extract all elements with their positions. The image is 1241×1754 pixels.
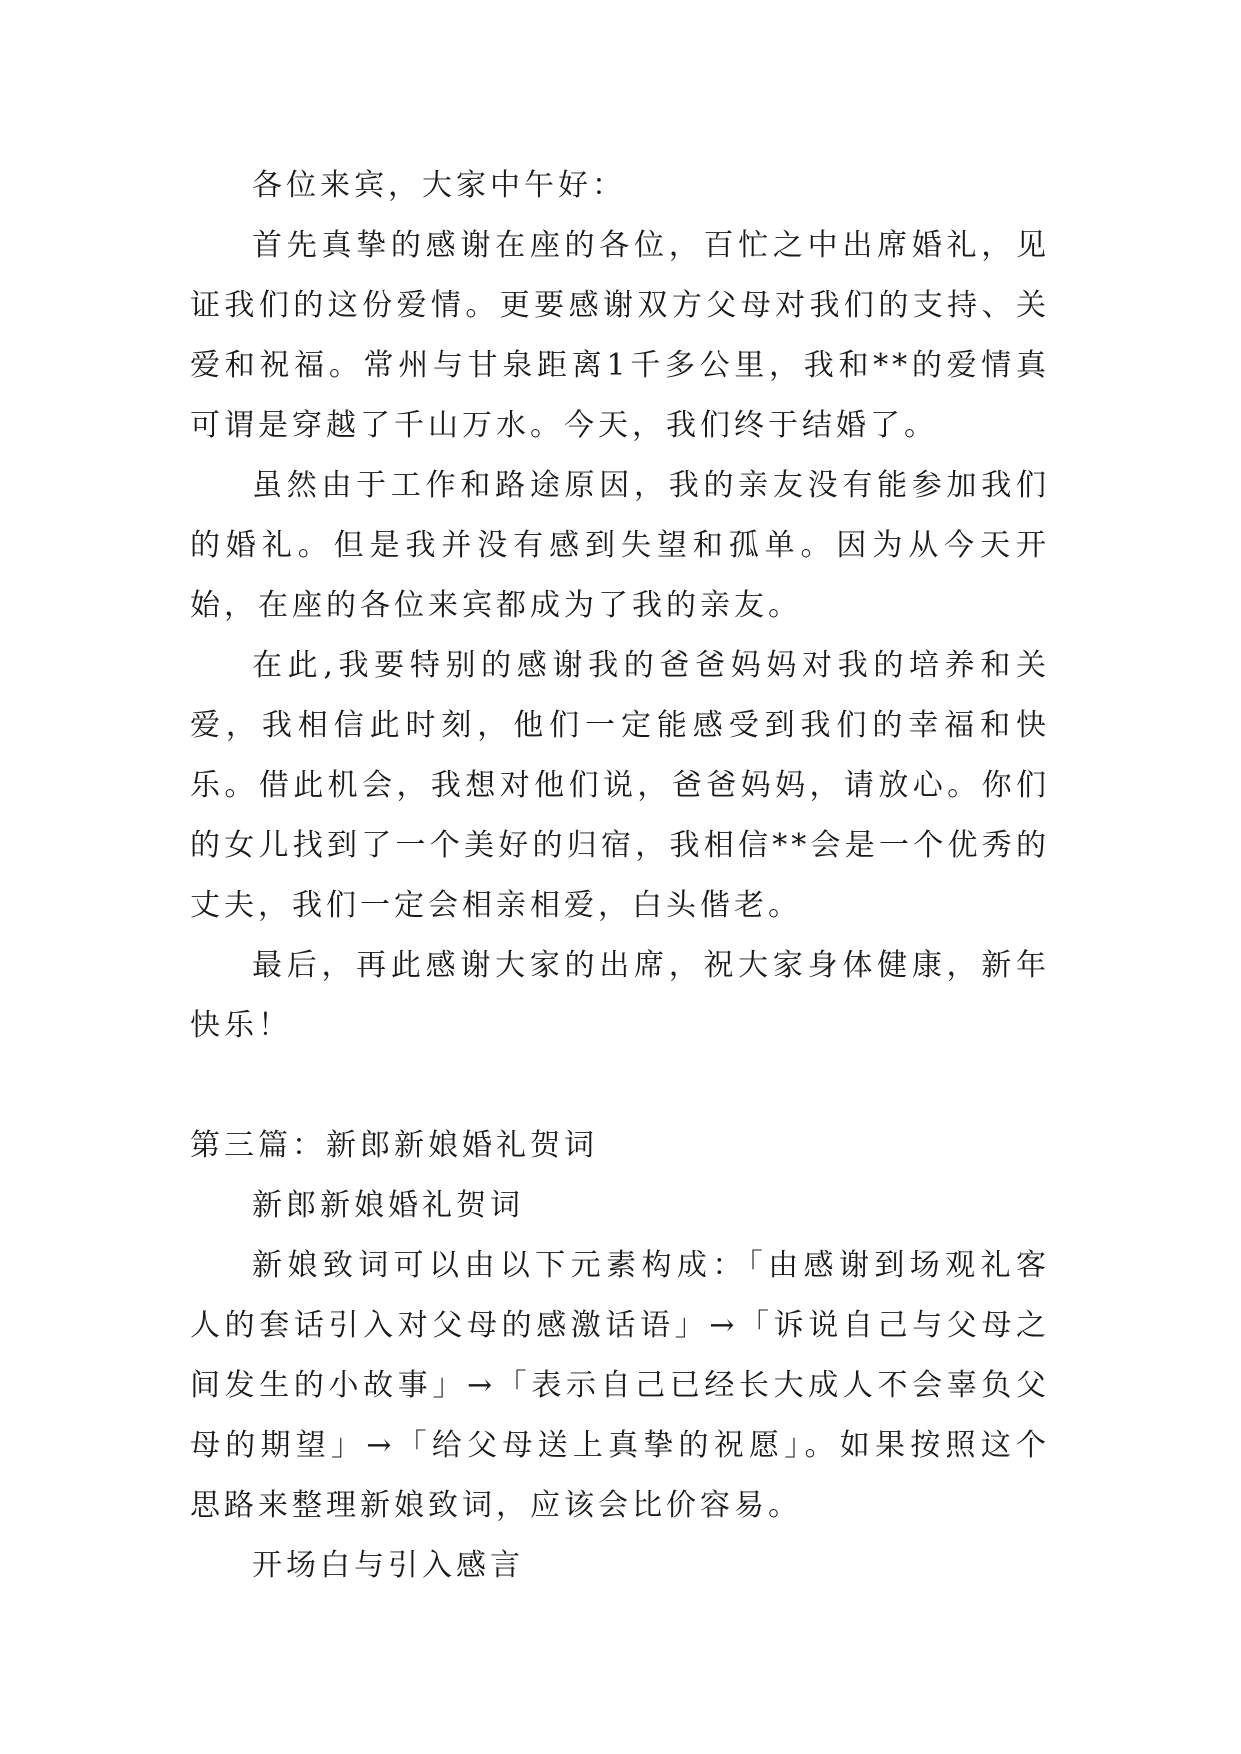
paragraph-parents: 在此,我要特别的感谢我的爸爸妈妈对我的培养和关爱，我相信此时刻，他们一定能感受到我们的幸福和快乐。借此机会，我想对他们说，爸爸妈妈，请放心。你们的女儿找到了一个美好的归宿，我相信**会是一个优秀的丈夫，我们一定会相亲相爱，白头偕老。	[190, 648, 1050, 923]
paragraph-closing: 最后，再此感谢大家的出席，祝大家身体健康，新年快乐！	[190, 948, 1050, 1043]
paragraph-opening: 开场白与引入感言	[252, 1548, 524, 1583]
document-body	[190, 156, 1050, 1596]
paragraph-thanks: 首先真挚的感谢在座的各位，百忙之中出席婚礼，见证我们的这份爱情。更要感谢双方父母对我们的支持、关爱和祝福。常州与甘泉距离1千多公里，我和**的爱情真可谓是穿越了千山万水。今天，我们终于结婚了。	[190, 228, 1050, 443]
section-subtitle: 新郎新娘婚礼贺词	[252, 1188, 524, 1223]
paragraph-greeting: 各位来宾，大家中午好：	[252, 168, 626, 203]
paragraph-relatives: 虽然由于工作和路途原因，我的亲友没有能参加我们的婚礼。但是我并没有感到失望和孤单。因为从今天开始，在座的各位来宾都成为了我的亲友。	[190, 468, 1050, 623]
paragraph-speech-structure: 新娘致词可以由以下元素构成：「由感谢到场观礼客人的套话引入对父母的感激话语」→「诉说自己与父母之间发生的小故事」→「表示自己已经长大成人不会辜负父母的期望」→「给父母送上真挚的祝愿」。如果按照这个思路来整理新娘致词，应该会比价容易。	[190, 1248, 1050, 1523]
section-heading: 第三篇：新郎新娘婚礼贺词	[190, 1128, 598, 1163]
